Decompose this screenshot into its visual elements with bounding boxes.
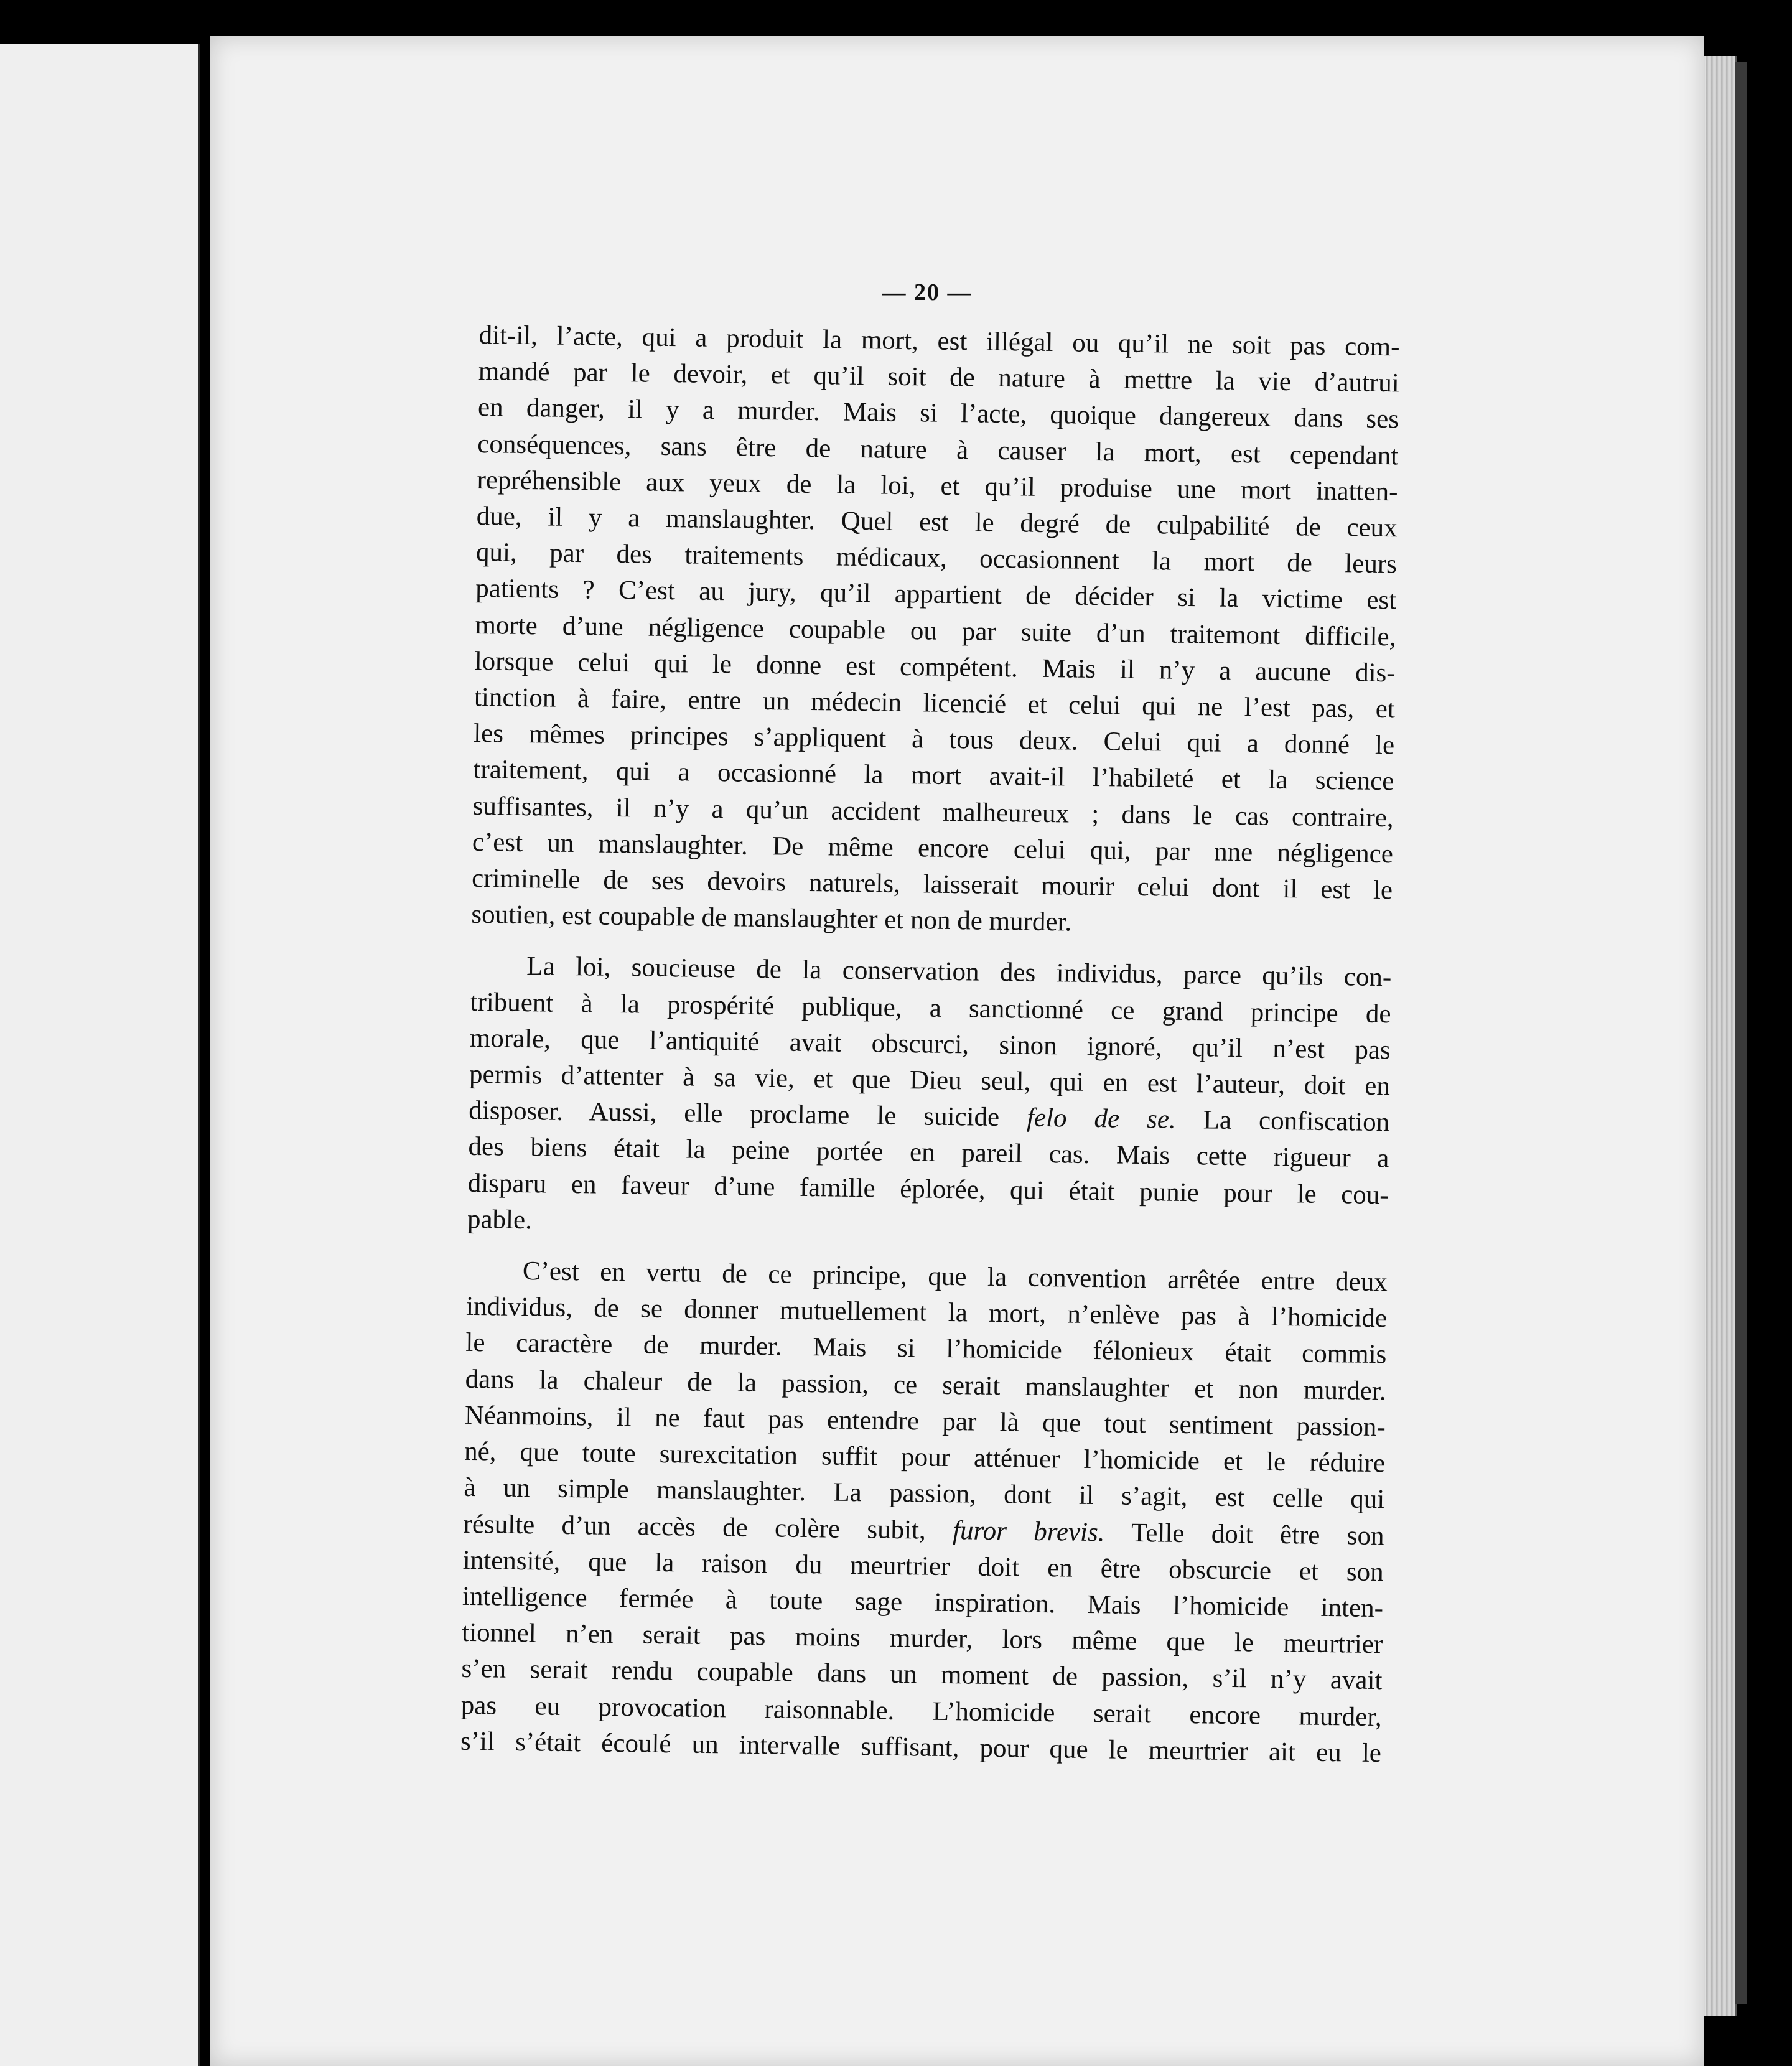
italic-term: furor brevis. — [952, 1515, 1105, 1547]
body-text — [460, 317, 1400, 1772]
text-line: conséquences, sans être de nature à causer la mort, est cependant — [477, 429, 1399, 470]
text-line: qui, par des traitements médicaux, occasionnent la mort de leurs — [475, 538, 1398, 579]
page-stack-edge — [1704, 56, 1737, 2016]
text-line: s’il s’était écoulé un intervalle suffisant, pour que le meurtrier ait eu le — [460, 1726, 1382, 1768]
text-line: intelligence fermée à toute sage inspiration. Mais l’homicide inten- — [462, 1581, 1384, 1624]
text-line: en danger, il y a murder. Mais si l’acte, quoique dangereux dans ses — [477, 393, 1399, 434]
page-number: — 20 — — [882, 279, 973, 306]
text-line: né, que toute surexcitation suffit pour atténuer l’homicide et le réduire — [464, 1436, 1386, 1479]
text-line: tionnel n’en serait pas moins murder, lors même que le meurtrier — [462, 1617, 1383, 1660]
text-line: lorsque celui qui le donne est compétent. Mais il n’y a aucune dis- — [474, 646, 1396, 688]
text-line: La loi, soucieuse de la conservation des individus, parce qu’ils con- — [526, 951, 1392, 993]
text-segment: disposer. Aussi, elle proclame le suicide — [469, 1096, 1000, 1133]
text-line: due, il y a manslaughter. Quel est le degré de culpabilité de ceux — [476, 501, 1398, 543]
text-line: permis d’attenter à sa vie, et que Dieu seul, qui en est l’auteur, doit en — [469, 1059, 1391, 1101]
text-line: les mêmes principes s’appliquent à tous deux. Celui qui a donné le — [473, 719, 1395, 760]
binding-shadow — [1735, 62, 1747, 2004]
text-line: morale, que l’antiquité avait obscurci, sinon ignoré, qu’il n’est pas — [469, 1023, 1391, 1065]
text-line: dit-il, l’acte, qui a produit la mort, est illégal ou qu’il ne soit pas com- — [478, 320, 1400, 362]
text-line: tribuent à la prospérité publique, a sanctionné ce grand principe de — [470, 987, 1391, 1029]
italic-term: felo de se. — [1026, 1103, 1177, 1135]
text-line: pable. — [467, 1204, 533, 1235]
text-line: soutien, est coupable de manslaughter et non de murder. — [471, 900, 1072, 937]
text-segment: résulte d’un accès de colère subit, — [463, 1509, 926, 1545]
text-line: mandé par le devoir, et qu’il soit de nature à mettre la vie d’autrui — [478, 357, 1400, 398]
text-line: dans la chaleur de la passion, ce serait manslaughter et non murder. — [465, 1364, 1386, 1406]
text-line: C’est en vertu de ce principe, que la convention arrêtée entre deux — [522, 1256, 1388, 1297]
text-line: morte d’une négligence coupable ou par suite d’un traitemont difficile, — [475, 610, 1396, 652]
text-segment: La confiscation — [1175, 1105, 1390, 1138]
text-line: repréhensible aux yeux de la loi, et qu’il produise une mort inatten- — [477, 465, 1398, 507]
text-line: s’en serait rendu coupable dans un moment de passion, s’il n’y avait — [461, 1654, 1383, 1696]
facing-page-edge — [0, 44, 200, 2066]
text-line: c’est un manslaughter. De même encore celui qui, par nne négligence — [472, 827, 1394, 869]
text-line: patients ? C’est au jury, qu’il appartient de décider si la victime est — [475, 574, 1397, 615]
text-line: suffisantes, il n’y a qu’un accident malheureux ; dans le cas contraire, — [472, 791, 1394, 833]
text-line: pas eu provocation raisonnable. L’homicide serait encore murder, — [460, 1690, 1382, 1732]
text-line: des biens était la peine portée en pareil cas. Mais cette rigueur a — [468, 1132, 1389, 1174]
text-line: traitement, qui a occasionné la mort avait-il l’habileté et la science — [473, 755, 1394, 797]
text-line: à un simple manslaughter. La passion, dont il s’agit, est celle qui — [464, 1473, 1385, 1515]
text-line: tinction à faire, entre un médecin licencié et celui qui ne l’est pas, et — [474, 682, 1396, 724]
text-line: intensité, que la raison du meurtrier doit en être obscurcie et son — [462, 1545, 1384, 1587]
text-line: criminelle de ses devoirs naturels, laisserait mourir celui dont il est le — [471, 863, 1393, 905]
text-line: individus, de se donner mutuellement la mort, n’enlève pas à l’homicide — [465, 1292, 1388, 1334]
text-line: le caractère de murder. Mais si l’homicide félonieux était commis — [465, 1328, 1387, 1370]
text-segment: Telle doit être son — [1104, 1517, 1384, 1551]
text-line: disparu en faveur d’une famille éplorée, qui était punie pour le cou- — [467, 1168, 1389, 1210]
text-line: Néanmoins, il ne faut pas entendre par là que tout sentiment passion- — [464, 1400, 1386, 1442]
